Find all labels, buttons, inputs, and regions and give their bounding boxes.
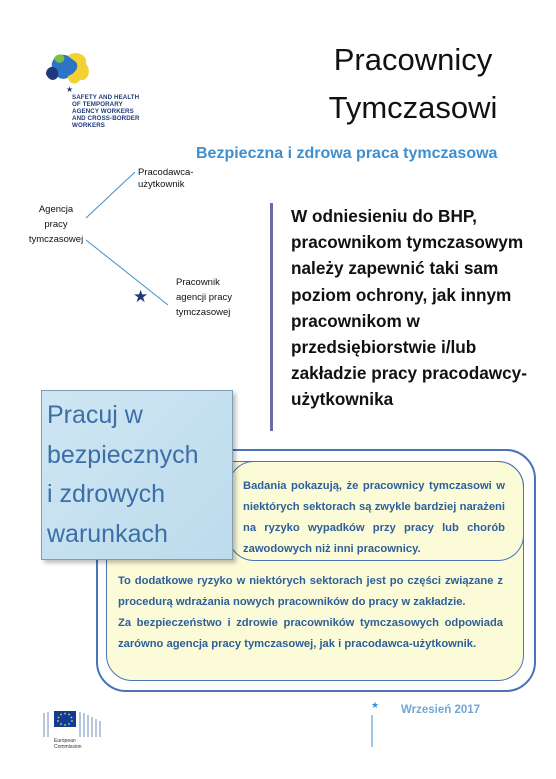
diagram-label-line: pracy bbox=[44, 219, 68, 230]
risk-paragraph-part-1: To dodatkowe ryzyko w niektórych sektorach jest po części związane z procedurą wdrażania nowych pracowników do pracy w zakładzie. bbox=[118, 575, 503, 608]
diagram-label-agency bbox=[26, 202, 86, 247]
key-statement: W odniesieniu do BHP, pracownikom tymczasowym należy zapewnić taki sam poziom ochrony, jak innym pracownikom w przedsiębiorstwie i/lub zakładzie pracy pracodawcy-użytkownika bbox=[291, 206, 527, 410]
diagram-label-line: Pracodawca- bbox=[138, 167, 194, 178]
callout-line: bezpiecznych bbox=[47, 440, 199, 469]
diagram-line-agency-worker bbox=[86, 240, 168, 305]
footer-divider bbox=[371, 715, 373, 747]
diagram-label-line: Agencja bbox=[38, 204, 74, 215]
callout-line: i zdrowych bbox=[47, 480, 166, 508]
logo-line: OF TEMPORARY bbox=[72, 101, 123, 108]
logo-line: WORKERS bbox=[72, 122, 106, 129]
footer-star-icon: ★ bbox=[371, 701, 380, 711]
logo-text bbox=[72, 94, 182, 129]
callout-line: warunkach bbox=[47, 519, 168, 548]
callout-text bbox=[47, 396, 227, 554]
logo-star-icon: ★ bbox=[66, 85, 74, 94]
logo-line: AGENCY WORKERS bbox=[72, 108, 134, 115]
worker-star-icon: ★ bbox=[133, 287, 149, 307]
page-title-line-1: Pracownicy bbox=[333, 42, 493, 77]
diagram-label-worker bbox=[176, 275, 232, 320]
eu-label-line-2: Commission bbox=[54, 744, 82, 749]
diagram-label-line: tymczasowej bbox=[176, 307, 231, 318]
risk-paragraph-part-2: Za bezpieczeństwo i zdrowie pracowników tymczasowych odpowiada zarówno agencja pracy tymczasowej, jak i pracodawca-użytkownik. bbox=[118, 617, 503, 650]
diagram-label-line: tymczasowej bbox=[28, 234, 84, 245]
publication-date: Wrzesień 2017 bbox=[401, 704, 481, 716]
risk-paragraph bbox=[118, 571, 503, 655]
diagram-label-line: Pracownik bbox=[176, 277, 220, 288]
diagram-line-agency-user bbox=[86, 172, 135, 218]
statement-accent-bar bbox=[270, 203, 273, 431]
diagram-label-user-employer bbox=[138, 167, 193, 191]
diagram-label-line: agencji pracy bbox=[176, 292, 232, 303]
logo-line: AND CROSS-BORDER bbox=[72, 115, 140, 122]
callout-line: Pracuj w bbox=[47, 401, 143, 429]
logo-line: SAFETY AND HEALTH bbox=[72, 94, 140, 101]
page-title-line-2: Tymczasowi bbox=[328, 90, 498, 125]
research-paragraph: Badania pokazują, że pracownicy tymczasowi w niektórych sektorach są zwykle bardziej narażeni na ryzyko wypadków przy pracy lub chorób zawodowych niż inni pracownicy. bbox=[243, 480, 505, 555]
page-subtitle: Bezpieczna i zdrowa praca tymczasowa bbox=[196, 145, 498, 162]
diagram-label-line: użytkownik bbox=[138, 179, 185, 190]
eu-label-line-1: European bbox=[54, 738, 76, 744]
european-commission-logo-icon bbox=[40, 707, 104, 749]
